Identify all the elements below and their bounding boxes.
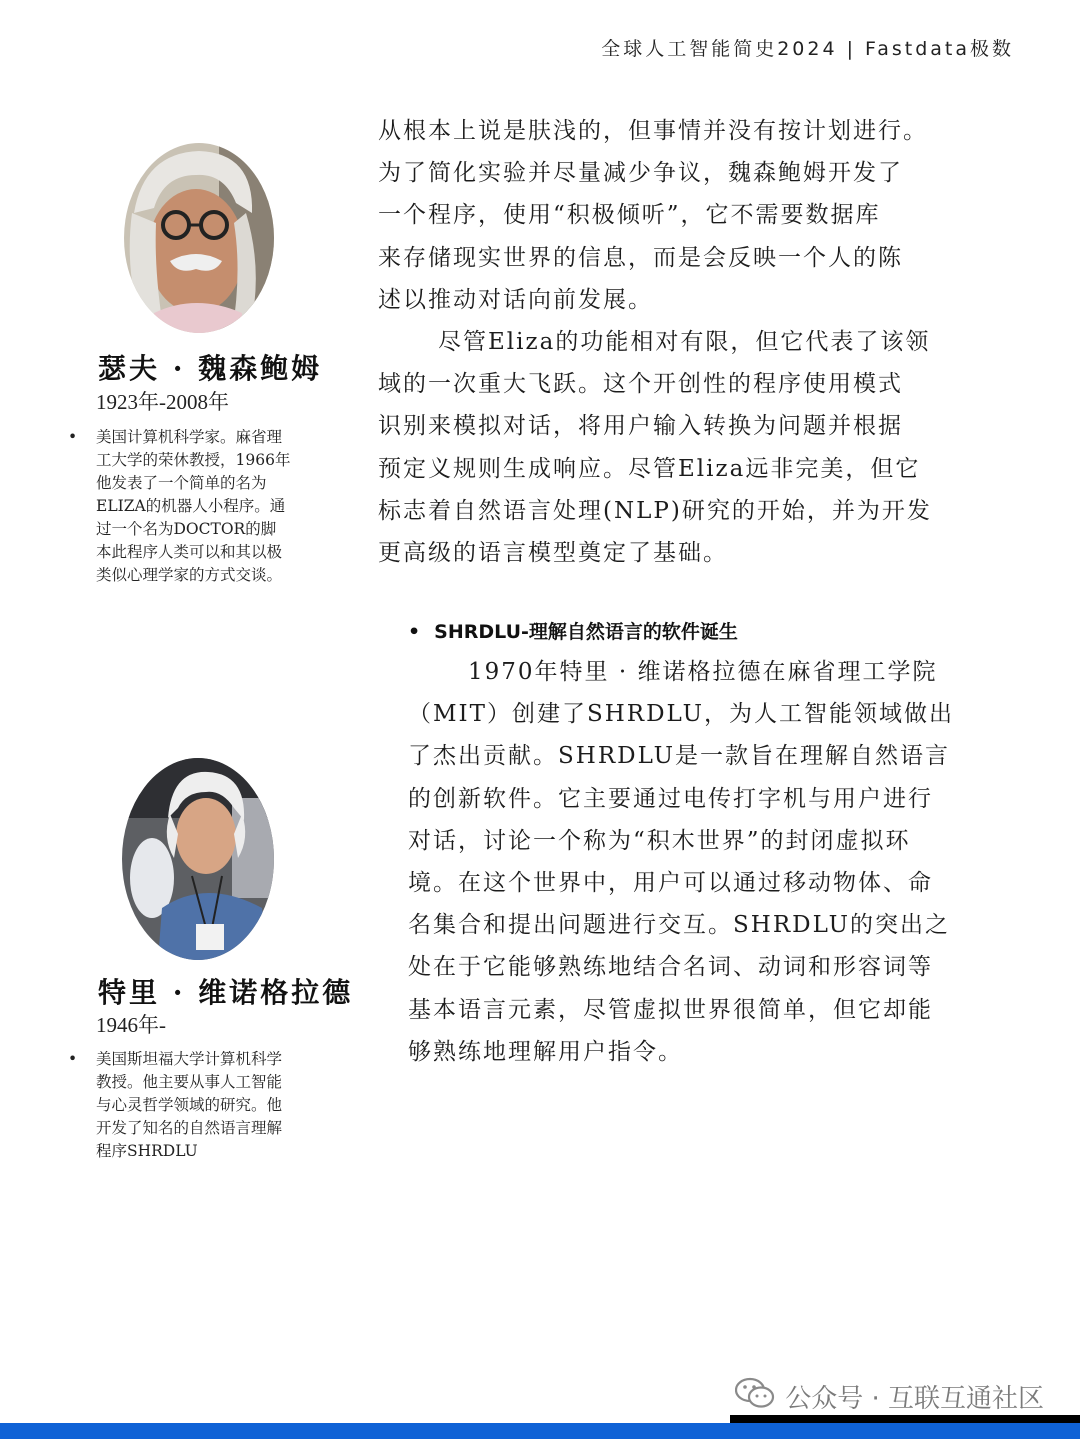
section-heading [408, 617, 738, 644]
text-line: 述以推动对话向前发展。 [378, 286, 653, 313]
bio-line: 类似心理学家的方式交谈。 [96, 566, 283, 584]
bio-line: 教授。他主要从事人工智能 [96, 1073, 283, 1091]
text-line: 来存储现实世界的信息，而是会反映一个人的陈 [378, 244, 903, 271]
section-heading-text: SHRDLU-理解自然语言的软件诞生 [434, 621, 738, 643]
portrait-winograd [122, 758, 274, 960]
text-line: 名集合和提出问题进行交互。SHRDLU的突出之 [408, 912, 950, 939]
text-line: 一个程序，使用“积极倾听”，它不需要数据库 [378, 202, 881, 229]
paragraph-shrdlu [408, 651, 954, 1073]
watermark-text: 公众号 · 互联互通社区 [785, 1384, 1044, 1414]
bullet: • [68, 428, 78, 446]
bio-line: ELIZA的机器人小程序。通 [96, 497, 286, 515]
text-line: 境。在这个世界中，用户可以通过移动物体、命 [408, 869, 933, 896]
bio-line: 开发了知名的自然语言理解 [96, 1119, 283, 1137]
paragraph-eliza-intro [378, 110, 928, 321]
person2-name: 特里 · 维诺格拉德 [98, 976, 354, 1009]
bio-line: 本此程序人类可以和其以极 [96, 543, 283, 561]
bio-line: 美国斯坦福大学计算机科学 [96, 1050, 283, 1068]
bullet: • [68, 1050, 78, 1068]
text-line: 够熟练地理解用户指令。 [408, 1038, 683, 1065]
person1-dates: 1923年-2008年 [96, 390, 229, 414]
footer-bar [0, 1423, 1080, 1439]
bio-line: 程序SHRDLU [96, 1142, 198, 1160]
bio-line: 工大学的荣休教授，1966年 [96, 451, 291, 469]
text-line: 标志着自然语言处理(NLP)研究的开始，并为开发 [378, 497, 932, 524]
text-line: 更高级的语言模型奠定了基础。 [378, 539, 728, 566]
text-line: 了杰出贡献。SHRDLU是一款旨在理解自然语言 [408, 743, 950, 770]
bio-line: 过一个名为DOCTOR的脚 [96, 520, 277, 538]
text-line: 域的一次重大飞跃。这个开创性的程序使用模式 [378, 371, 903, 398]
wechat-icon [735, 1376, 775, 1417]
footer-accent-bar [730, 1415, 1080, 1423]
text-line: （MIT）创建了SHRDLU，为人工智能领域做出 [408, 701, 954, 728]
person1-bio [68, 426, 328, 587]
text-line: 识别来模拟对话，将用户输入转换为问题并根据 [378, 413, 903, 440]
text-line: 为了简化实验并尽量减少争议，魏森鲍姆开发了 [378, 160, 903, 187]
person1-name: 瑟夫 · 魏森鲍姆 [98, 352, 323, 385]
text-line: 预定义规则生成响应。尽管Eliza远非完美，但它 [378, 455, 921, 482]
text-line: 尽管Eliza的功能相对有限，但它代表了该领 [438, 329, 931, 355]
paragraph-eliza-impact [378, 321, 932, 574]
portrait-weizenbaum [124, 143, 274, 333]
text-line: 从根本上说是肤浅的，但事情并没有按计划进行。 [378, 118, 928, 144]
text-line: 的创新软件。它主要通过电传打字机与用户进行 [408, 785, 933, 812]
header-title: 全球人工智能简史2024 | Fastdata极数 [601, 38, 1014, 60]
bio-line: 与心灵哲学领域的研究。他 [96, 1096, 283, 1114]
person2-bio [68, 1048, 328, 1163]
text-line: 1970年特里 · 维诺格拉德在麻省理工学院 [468, 659, 938, 685]
bio-line: 他发表了一个简单的名为 [96, 474, 267, 492]
bio-line: 美国计算机科学家。麻省理 [96, 428, 283, 446]
watermark [735, 1376, 1044, 1417]
text-line: 基本语言元素，尽管虚拟世界很简单，但它却能 [408, 996, 933, 1023]
person2-dates: 1946年- [96, 1013, 166, 1037]
text-line: 对话，讨论一个称为“积木世界”的封闭虚拟环 [408, 827, 911, 854]
text-line: 处在于它能够熟练地结合名词、动词和形容词等 [408, 954, 933, 981]
bullet: • [408, 621, 421, 643]
